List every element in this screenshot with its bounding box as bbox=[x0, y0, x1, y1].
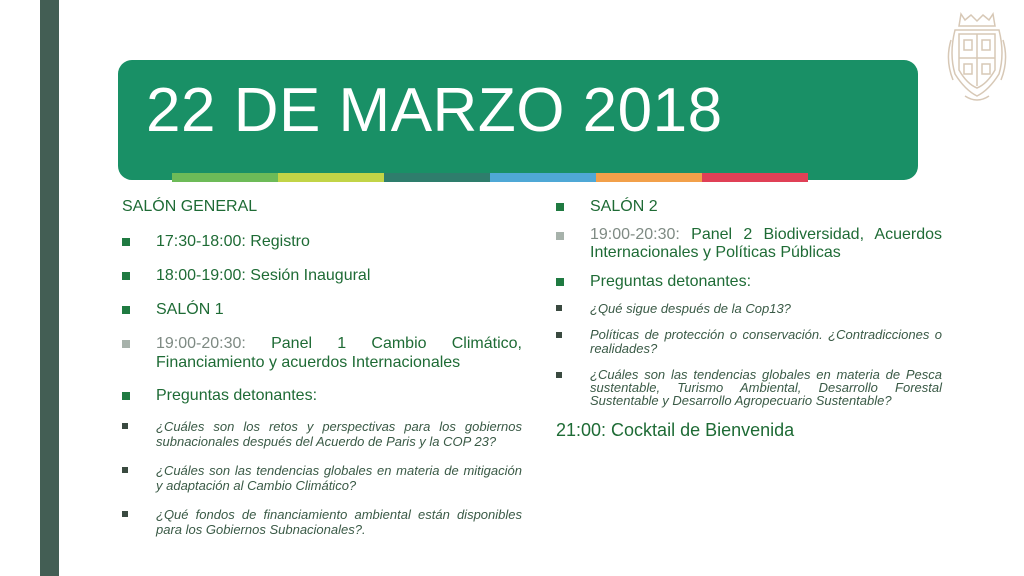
question-text: ¿Cuáles son las tendencias globales en materia de Pesca sustentable, Turismo Ambiental, Desarrollo Forestal Sustentable y Desarrollo Agropecuario Sustentable? bbox=[590, 367, 942, 408]
strip-segment bbox=[278, 173, 384, 182]
list-item bbox=[122, 232, 522, 251]
list-item bbox=[122, 463, 522, 493]
sesion-text: 18:00-19:00: Sesión Inaugural bbox=[156, 267, 371, 284]
bullet-icon bbox=[122, 467, 128, 473]
panel1-text bbox=[156, 334, 522, 372]
question-text: ¿Cuáles son las tendencias globales en materia de mitigación y adaptación al Cambio Climático? bbox=[156, 463, 522, 493]
bullet-icon bbox=[122, 238, 130, 246]
bullet-icon bbox=[122, 511, 128, 517]
question-text: Políticas de protección o conservación. ¿Contradicciones o realidades? bbox=[590, 327, 942, 356]
preguntas-text: Preguntas detonantes: bbox=[156, 387, 318, 404]
strip-segment bbox=[384, 173, 490, 182]
question-text: ¿Qué fondos de financiamiento ambiental están disponibles para los Gobiernos Subnacionales?. bbox=[156, 507, 522, 537]
preguntas-text: Preguntas detonantes: bbox=[590, 273, 752, 290]
panel2-text bbox=[590, 226, 942, 262]
bullet-icon bbox=[122, 306, 130, 314]
left-column bbox=[122, 197, 522, 537]
bullet-icon bbox=[556, 305, 562, 311]
strip-segment bbox=[172, 173, 278, 182]
list-item bbox=[556, 301, 942, 316]
bullet-icon bbox=[556, 372, 562, 378]
list-item bbox=[556, 272, 942, 291]
bullet-icon bbox=[556, 232, 564, 240]
list-item bbox=[122, 334, 522, 372]
question-text: ¿Qué sigue después de la Cop13? bbox=[590, 301, 791, 316]
bullet-icon bbox=[122, 392, 130, 400]
salon2-text: SALÓN 2 bbox=[590, 198, 658, 215]
coat-of-arms-emblem bbox=[945, 10, 1009, 106]
bullet-icon bbox=[122, 423, 128, 429]
list-item bbox=[122, 300, 522, 319]
panel2-time: 19:00-20:30: bbox=[590, 226, 680, 243]
bullet-icon bbox=[556, 332, 562, 338]
bullet-icon bbox=[556, 203, 564, 211]
salon-general-heading: SALÓN GENERAL bbox=[122, 198, 258, 215]
bullet-icon bbox=[556, 278, 564, 286]
cocktail-text: 21:00: Cocktail de Bienvenida bbox=[556, 420, 795, 440]
color-strip bbox=[172, 173, 808, 182]
strip-segment bbox=[596, 173, 702, 182]
list-item bbox=[556, 368, 942, 407]
list-item bbox=[122, 266, 522, 285]
right-column bbox=[556, 197, 942, 441]
list-item bbox=[556, 226, 942, 262]
bullet-icon bbox=[122, 340, 130, 348]
list-item bbox=[122, 386, 522, 405]
page-title: 22 DE MARZO 2018 bbox=[146, 76, 723, 145]
panel2-title: Panel 2 Biodiversidad, Acuerdos Internacionales y Políticas Públicas bbox=[590, 226, 942, 261]
strip-segment bbox=[490, 173, 596, 182]
registro-text: 17:30-18:00: Registro bbox=[156, 233, 310, 250]
panel1-title: Panel 1 Cambio Climático, Financiamiento y acuerdos Internacionales bbox=[156, 335, 522, 371]
question-text: ¿Cuáles son los retos y perspectivas para los gobiernos subnacionales después del Acuerdo de Paris y la COP 23? bbox=[156, 419, 522, 449]
list-item bbox=[122, 507, 522, 537]
salon1-text: SALÓN 1 bbox=[156, 301, 224, 318]
list-item bbox=[122, 419, 522, 449]
list-item bbox=[556, 328, 942, 356]
strip-segment bbox=[702, 173, 808, 182]
title-banner bbox=[118, 60, 918, 180]
list-item bbox=[556, 197, 942, 216]
bullet-icon bbox=[122, 272, 130, 280]
side-accent-bar bbox=[40, 0, 59, 576]
panel1-time: 19:00-20:30: bbox=[156, 335, 246, 352]
